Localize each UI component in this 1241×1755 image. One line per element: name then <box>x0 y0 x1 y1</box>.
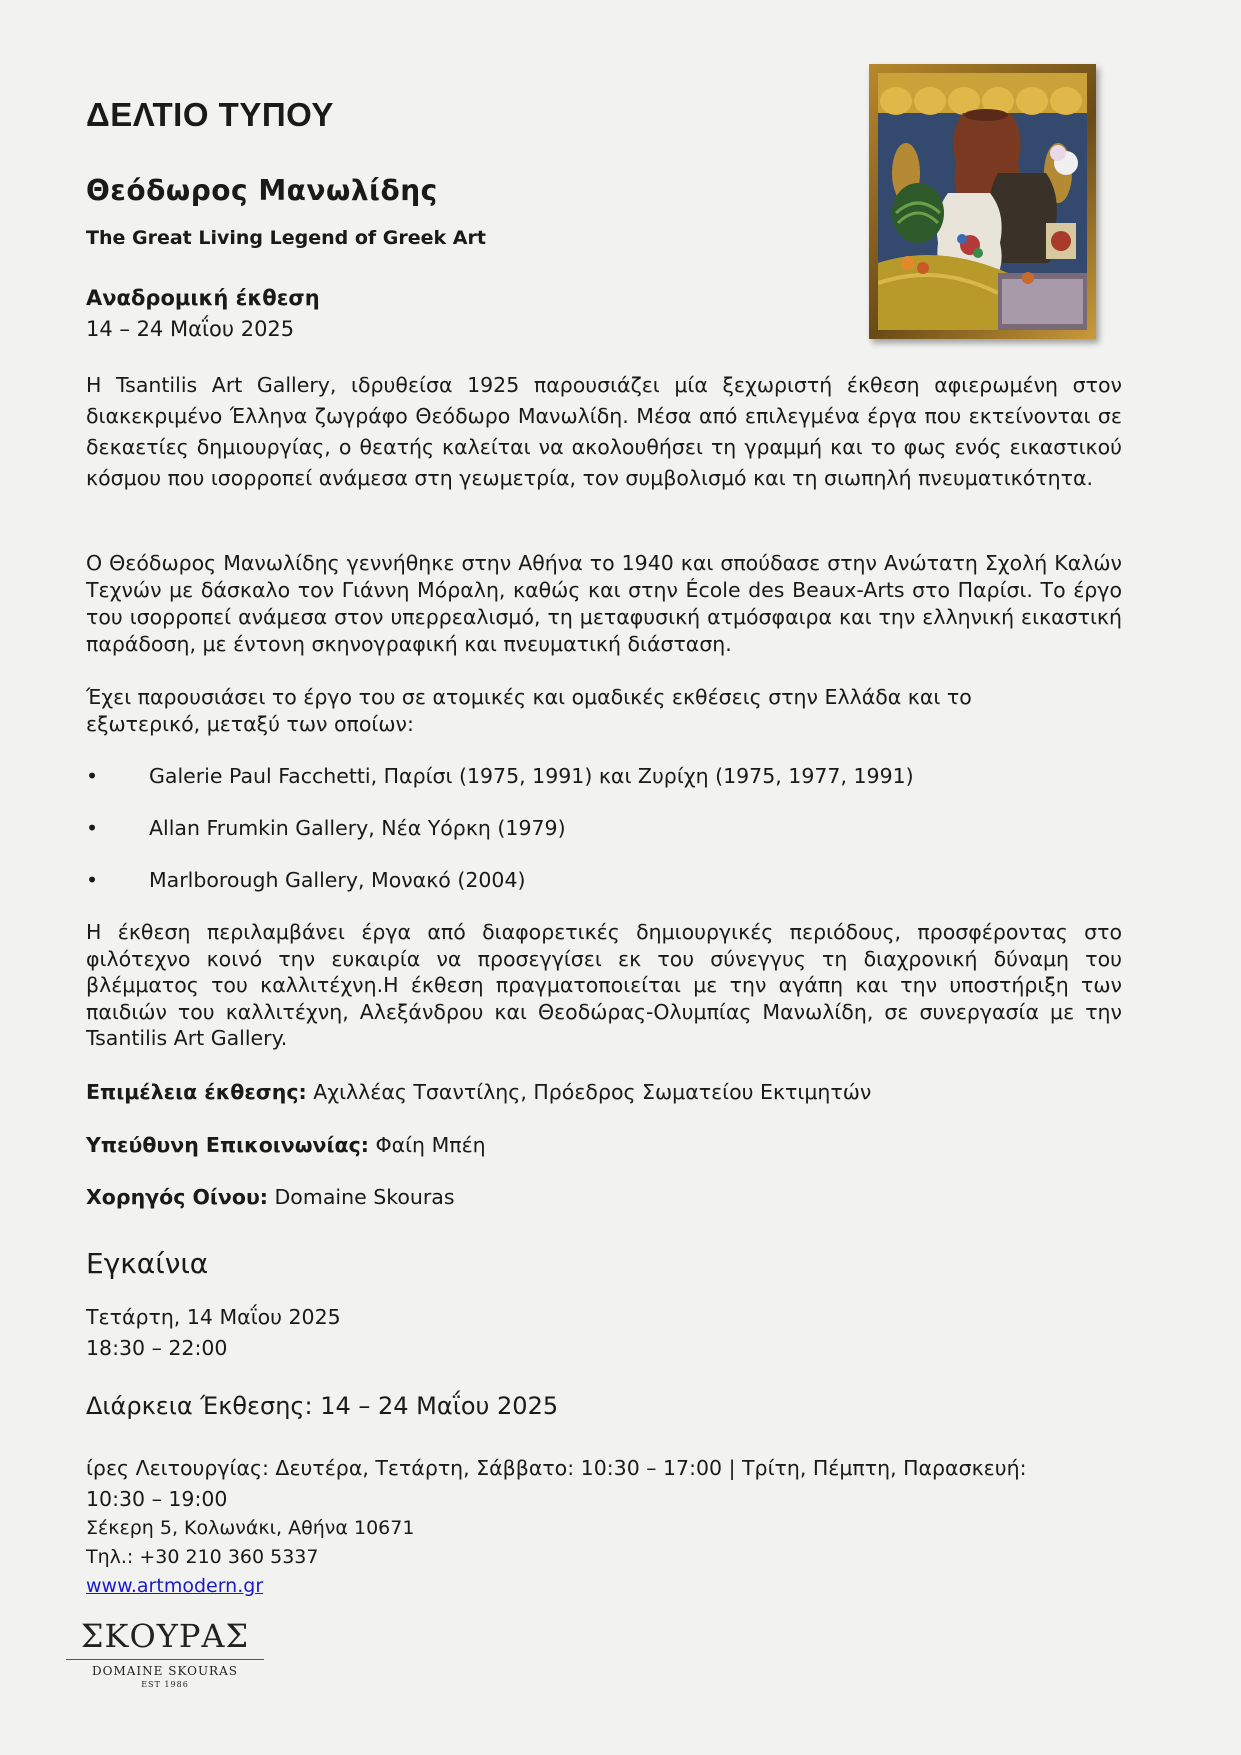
wine-sponsor-credit <box>86 1185 455 1209</box>
bullet-icon: • <box>86 816 99 840</box>
list-item <box>86 816 566 840</box>
exhibition-item-text: Galerie Paul Facchetti, Παρίσι (1975, 1991) και Ζυρίχη (1975, 1977, 1991) <box>149 764 914 788</box>
opening-heading: Εγκαίνια <box>86 1247 209 1280</box>
communication-value: Φαίη Μπέη <box>368 1133 486 1157</box>
exhibition-label: Αναδρομική έκθεση <box>86 286 320 310</box>
biography-paragraph: Ο Θεόδωρος Μανωλίδης γεννήθηκε στην Αθήνα το 1940 και σπούδασε στην Ανώτατη Σχολή Καλών Τεχνών με δάσκαλο τον Γιάννη Μόραλη, καθώς και στην École des Beaux-Arts στο Παρίσι. Το έργο του ισορροπεί ανάμεσα στον υπερρεαλισμό, τη μεταφυσική ατμόσφαιρα και την ελληνική εικαστική παράδοση, με έντονη σκηνογραφική και πνευματική διάσταση. <box>86 551 1122 656</box>
logo-main-text: ΣΚΟΥΡΑΣ <box>80 1617 250 1655</box>
painting-image <box>869 64 1096 339</box>
document-title: ΔΕΛΤΙΟ ΤΥΠΟΥ <box>86 96 334 133</box>
exhibition-item-text: Allan Frumkin Gallery, Νέα Υόρκη (1979) <box>149 816 566 840</box>
opening-time: 18:30 – 22:00 <box>86 1336 228 1360</box>
curation-label: Επιμέλεια έκθεσης: <box>86 1080 307 1104</box>
exhibition-item-text: Marlborough Gallery, Μονακό (2004) <box>149 868 526 892</box>
communication-credit <box>86 1133 486 1157</box>
bullet-icon: • <box>86 868 99 892</box>
communication-label: Υπεύθυνη Επικοινωνίας: <box>86 1133 369 1157</box>
opening-day: Τετάρτη, 14 Μαΐου 2025 <box>86 1305 341 1329</box>
wine-sponsor-label: Χορηγός Οίνου: <box>86 1185 268 1209</box>
wine-sponsor-value: Domaine Skouras <box>268 1185 455 1209</box>
intro-paragraph: Η Tsantilis Art Gallery, ιδρυθείσα 1925 παρουσιάζει μία ξεχωριστή έκθεση αφιερωμένη στον διακεκριμένο Έλληνα ζωγράφο Θεόδωρο Μανωλίδη. Μέσα από επιλεγμένα έργα που εκτείνονται σε δεκαετίες δημιουργίας, ο θεατής καλείται να ακολουθήσει τη γραμμή και το φως ενός εικαστικού κόσμου που ισορροπεί ανάμεσα στη γεωμετρία, τον συμβολισμό και τη σιωπηλή πνευματικότητα. <box>86 373 1122 490</box>
opening-hours: ίρες Λειτουργίας: Δευτέρα, Τετάρτη, Σάββατο: 10:30 – 17:00 | Τρίτη, Πέμπτη, Παρασκευή: 10:30 – 19:00 <box>86 1456 1027 1511</box>
logo-sub-text: DOMAINE SKOURAS <box>92 1664 238 1678</box>
domaine-skouras-logo <box>66 1617 264 1697</box>
logo-divider <box>66 1659 264 1660</box>
logo-est-text: EST 1986 <box>141 1680 189 1689</box>
painting-canvas <box>878 73 1087 330</box>
artist-subtitle: The Great Living Legend of Greek Art <box>86 227 486 249</box>
still-life-painting-svg <box>878 73 1087 330</box>
list-item <box>86 764 914 788</box>
exhibition-description-paragraph: Η έκθεση περιλαμβάνει έργα από διαφορετικές δημιουργικές περιόδους, προσφέροντας στο φιλότεχνο κοινό την ευκαιρία να προσεγγίσει εκ του σύνεγγυς τη διαχρονική δύναμη του βλέμματος του καλλιτέχνη.Η έκθεση πραγματοποιείται με την αγάπη και την υποστήριξη των παιδιών του καλλιτέχνη, Αλεξάνδρου και Θεοδώρας-Ολυμπίας Μανωλίδη, σε συνεργασία με την Tsantilis Art Gallery. <box>86 920 1122 1050</box>
gallery-phone: Τηλ.: +30 210 360 5337 <box>86 1546 319 1568</box>
website-link[interactable]: www.artmodern.gr <box>86 1575 264 1597</box>
list-item <box>86 868 526 892</box>
exhibition-duration: Διάρκεια Έκθεσης: 14 – 24 Μαΐου 2025 <box>86 1392 559 1420</box>
gallery-address: Σέκερη 5, Κολωνάκι, Αθήνα 10671 <box>86 1517 415 1539</box>
bullet-icon: • <box>86 764 99 788</box>
artist-name: Θεόδωρος Μανωλίδης <box>86 174 438 207</box>
exhibition-dates: 14 – 24 Μαΐου 2025 <box>86 317 295 341</box>
curation-value: Αχιλλέας Τσαντίλης, Πρόεδρος Σωματείου Εκτιμητών <box>306 1080 872 1104</box>
curation-credit <box>86 1080 871 1104</box>
exhibitions-intro-paragraph: Έχει παρουσιάσει το έργο του σε ατομικές και ομαδικές εκθέσεις στην Ελλάδα και το εξωτερικό, μεταξύ των οποίων: <box>86 685 972 736</box>
